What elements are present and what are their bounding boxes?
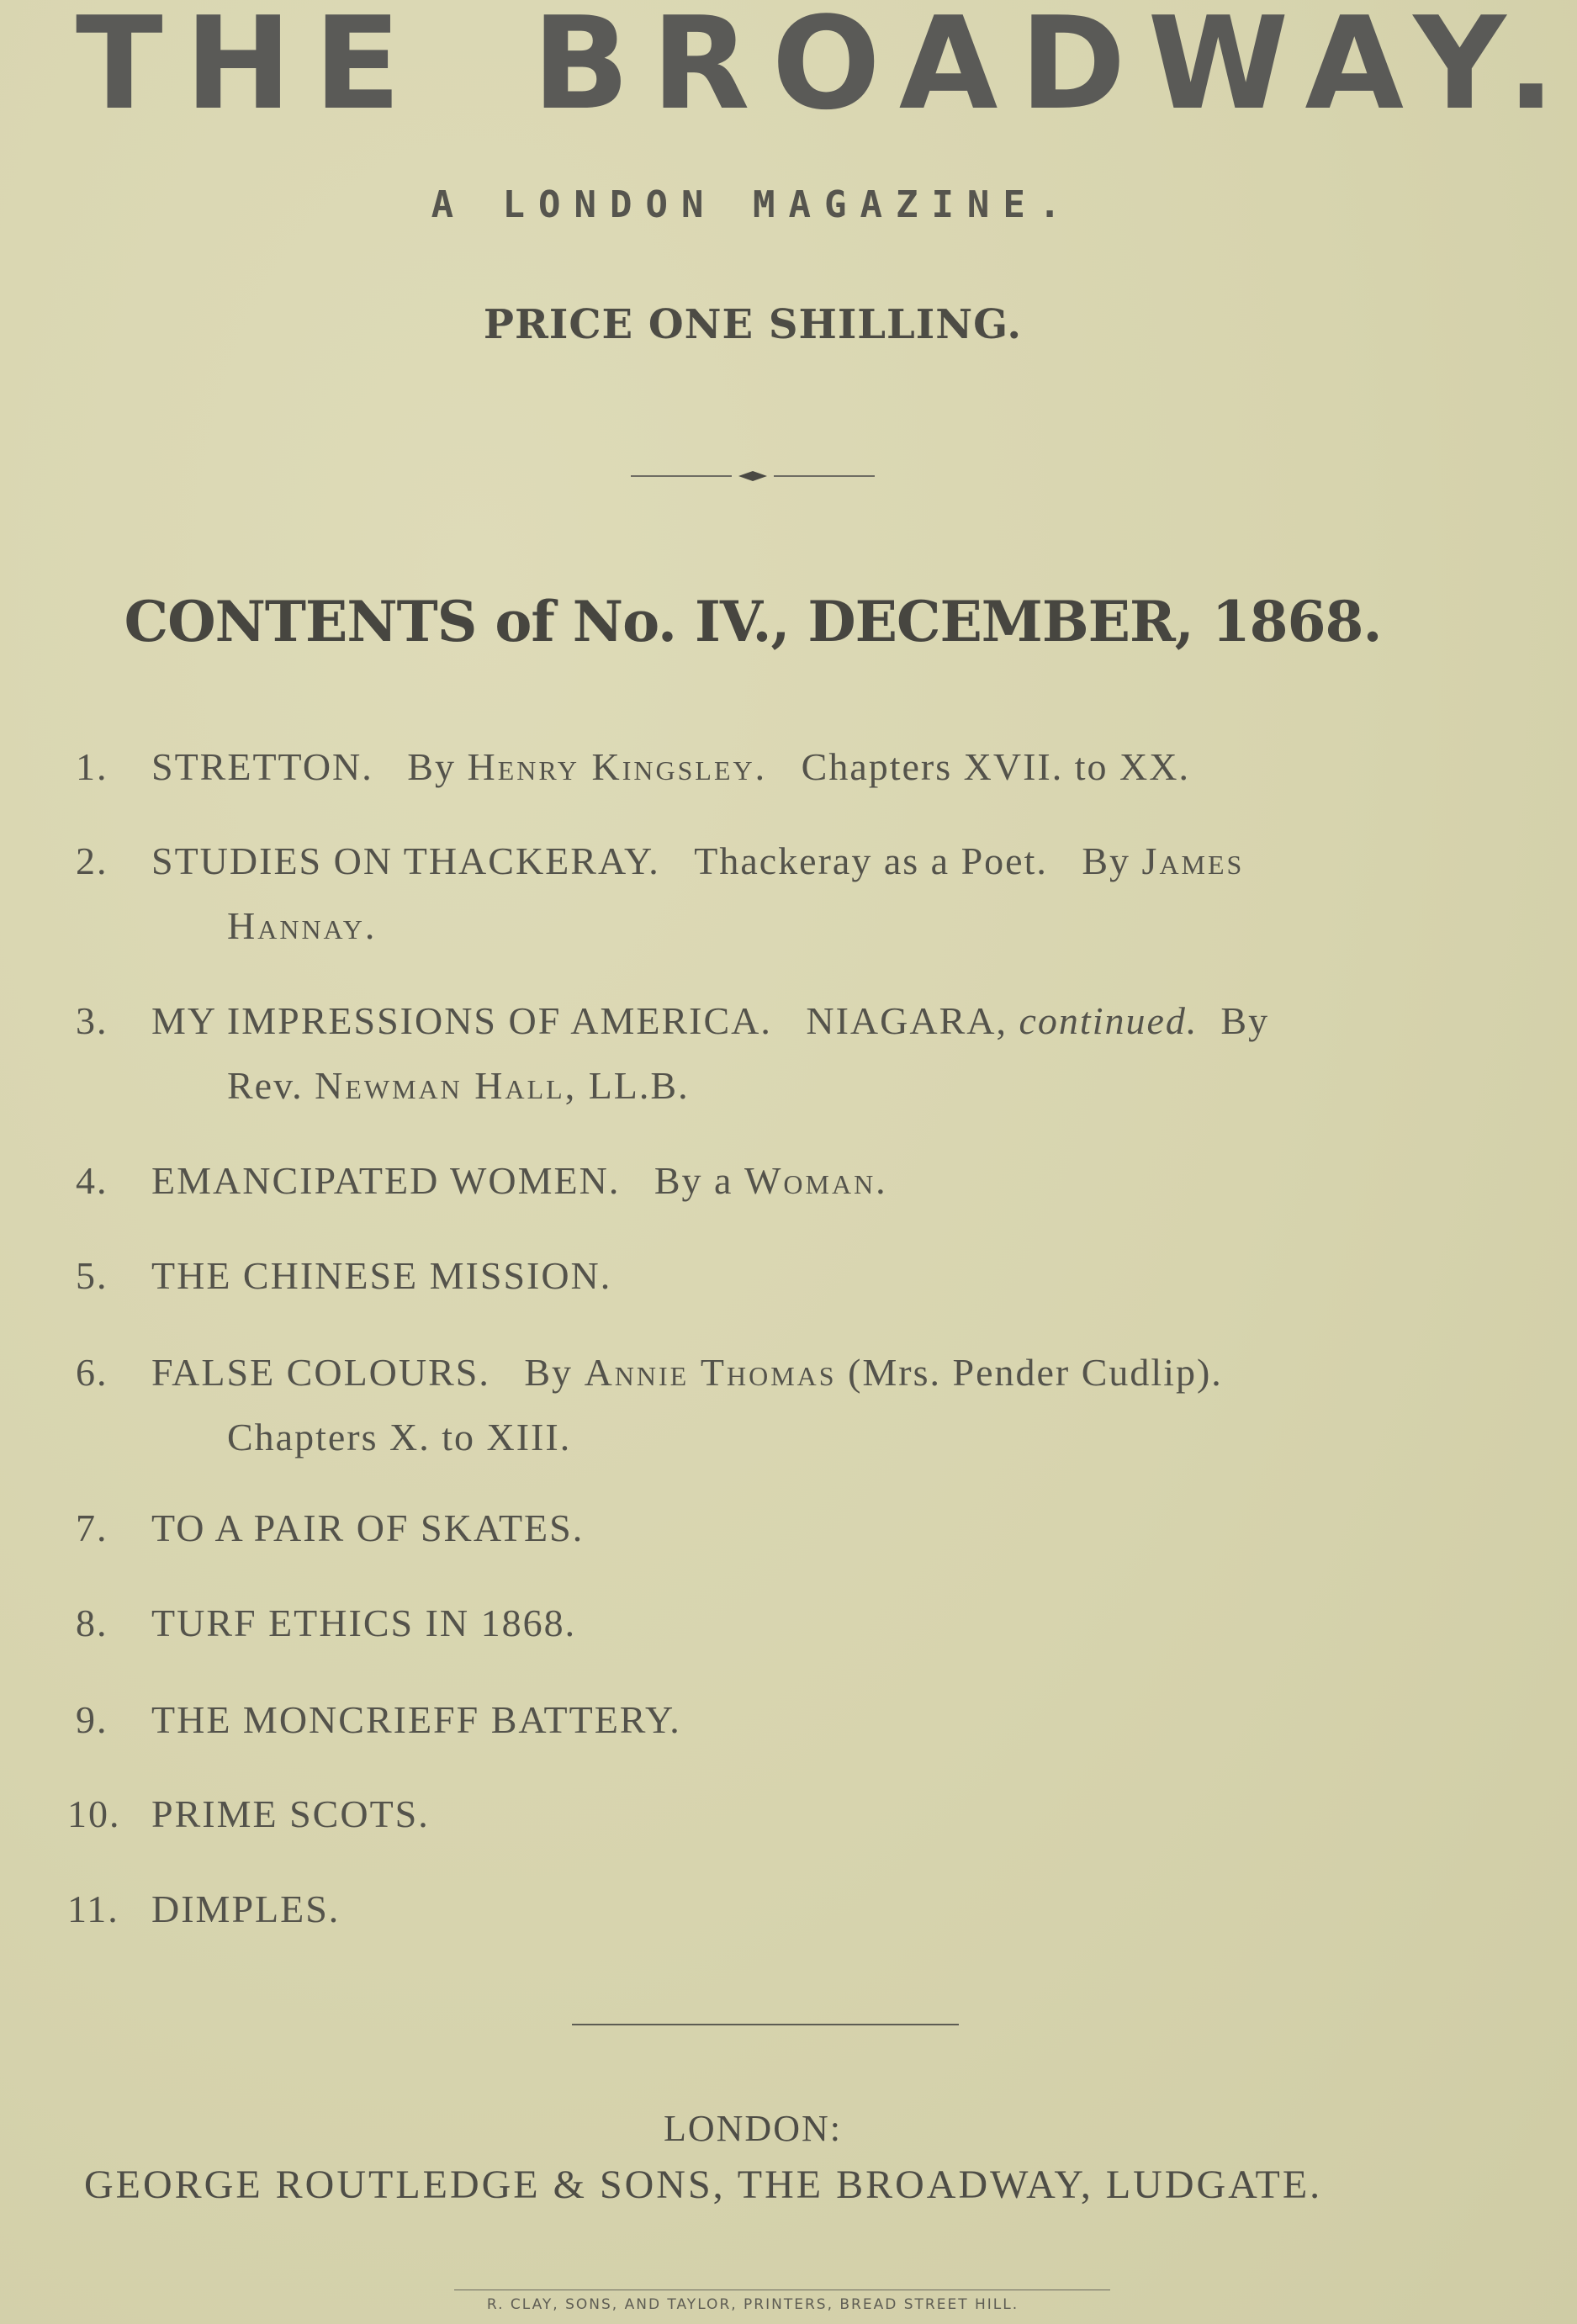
entry-title: MY IMPRESSIONS OF AMERICA. <box>151 999 772 1042</box>
entry-line <box>151 839 1244 883</box>
entry-author: Henry Kingsley. <box>467 745 768 788</box>
entry-author: Annie Thomas <box>584 1351 837 1394</box>
divider-line-right <box>774 475 875 477</box>
entry-line <box>151 1350 1223 1395</box>
entry-degree: LL.B. <box>588 1064 690 1107</box>
masthead-title <box>76 0 1577 138</box>
entry-title: THE CHINESE MISSION. <box>151 1254 612 1297</box>
entry-author-alias: (Mrs. Pender Cudlip). <box>848 1351 1223 1394</box>
entry-chapters: Chapters XVII. to XX. <box>801 745 1190 788</box>
entry-title: PRIME SCOTS. <box>151 1792 430 1835</box>
price-line: PRICE ONE SHILLING. <box>483 301 1023 348</box>
magazine-subtitle: A LONDON MAGAZINE. <box>431 183 1075 226</box>
imprint-publisher: GEORGE ROUTLEDGE & SONS, THE BROADWAY, LUDGATE. <box>84 2163 1323 2207</box>
entry-title: STUDIES ON THACKERAY. <box>151 839 660 882</box>
entry-number: 9. <box>76 1698 108 1741</box>
imprint-city: LONDON: <box>664 2108 842 2149</box>
entry-title: STRETTON. <box>151 745 373 788</box>
entry-line <box>151 744 1190 789</box>
entry-number: 8. <box>76 1601 108 1644</box>
entry-number: 4. <box>76 1159 108 1202</box>
divider-diamond-ornament <box>738 471 767 481</box>
entry-author-first: James <box>1141 839 1245 882</box>
entry-number: 1. <box>76 745 108 788</box>
entry-number: 2. <box>76 839 108 882</box>
entry-number: 10. <box>67 1792 121 1835</box>
entry-number: 6. <box>76 1351 108 1394</box>
bottom-divider-rule <box>572 2024 959 2025</box>
entry-number: 3. <box>76 999 108 1042</box>
contents-heading: CONTENTS of No. IV., DECEMBER, 1868. <box>124 589 1382 654</box>
entry-by: By <box>1220 999 1270 1042</box>
entry-author-last: Hannay. <box>227 904 378 947</box>
entry-title: THE MONCRIEFF BATTERY. <box>151 1698 681 1741</box>
entry-title: DIMPLES. <box>151 1887 341 1930</box>
entry-number: 7. <box>76 1506 108 1549</box>
entry-by: By a <box>654 1159 733 1202</box>
entry-title: EMANCIPATED WOMEN. <box>151 1159 621 1202</box>
masthead-word-the: THE <box>76 0 423 138</box>
entry-by: By <box>407 745 456 788</box>
entry-number: 5. <box>76 1254 108 1297</box>
ornamental-divider <box>631 471 875 481</box>
entry-subtitle: NIAGARA, <box>806 999 1008 1042</box>
entry-author: Woman. <box>744 1159 888 1202</box>
entry-subtitle: Thackeray as a Poet. <box>694 839 1048 882</box>
entry-author: Newman Hall, <box>315 1064 578 1107</box>
printer-credit: R. CLAY, SONS, AND TAYLOR, PRINTERS, BREAD STREET HILL. <box>486 2296 1019 2313</box>
entry-by: By <box>524 1351 574 1394</box>
entry-line <box>151 1158 888 1203</box>
entry-title: TO A PAIR OF SKATES. <box>151 1506 585 1549</box>
masthead-word-broadway: BROADWAY. <box>532 0 1577 138</box>
divider-line-left <box>631 475 732 477</box>
entry-italic-note: continued. <box>1019 999 1199 1042</box>
entry-line <box>151 998 1269 1043</box>
entry-number: 11. <box>67 1887 119 1930</box>
entry-line-continued <box>227 1063 690 1108</box>
entry-title: TURF ETHICS IN 1868. <box>151 1601 577 1644</box>
entry-title: FALSE COLOURS. <box>151 1351 490 1394</box>
entry-by: By <box>1082 839 1131 882</box>
entry-line-continued <box>227 903 377 948</box>
entry-chapters: Chapters X. to XIII. <box>227 1416 572 1458</box>
entry-rev: Rev. <box>227 1064 304 1107</box>
